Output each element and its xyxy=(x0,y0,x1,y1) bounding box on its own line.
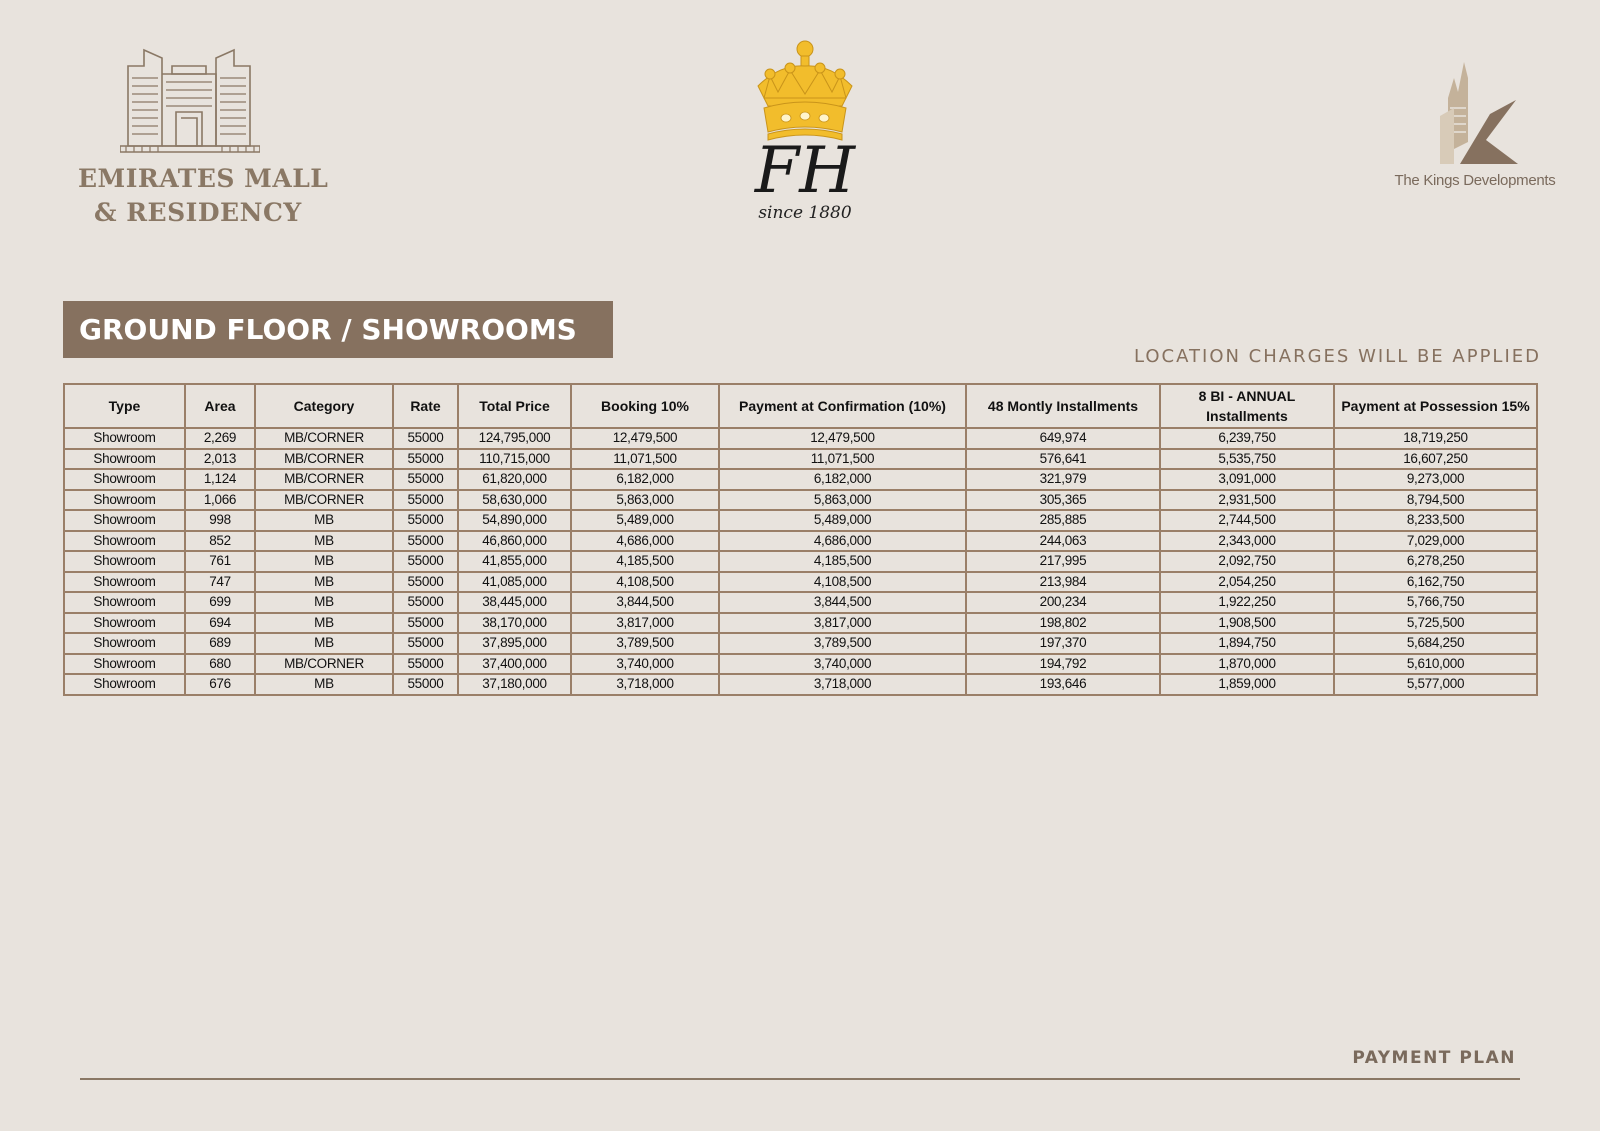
table-cell: 3,718,000 xyxy=(719,674,966,695)
building-icon xyxy=(120,46,260,154)
header-total-price: Total Price xyxy=(458,384,571,428)
table-cell: 5,766,750 xyxy=(1334,592,1537,613)
fh-monogram: FH xyxy=(754,134,856,208)
table-cell: 55000 xyxy=(393,674,458,695)
table-cell: 852 xyxy=(185,531,255,552)
table-cell: 1,124 xyxy=(185,469,255,490)
table-cell: 1,922,250 xyxy=(1160,592,1334,613)
table-cell: 193,646 xyxy=(966,674,1160,695)
header-rate: Rate xyxy=(393,384,458,428)
table-header xyxy=(64,384,1537,428)
fh-crown-logo xyxy=(730,36,880,226)
table-cell: 38,170,000 xyxy=(458,613,571,634)
table-cell: 38,445,000 xyxy=(458,592,571,613)
table-cell: 3,789,500 xyxy=(571,633,719,654)
table-row xyxy=(64,428,1537,449)
table-cell: 58,630,000 xyxy=(458,490,571,511)
table-cell: 41,855,000 xyxy=(458,551,571,572)
table-cell: 37,180,000 xyxy=(458,674,571,695)
table-cell: Showroom xyxy=(64,592,185,613)
header-possession: Payment at Possession 15% xyxy=(1334,384,1537,428)
table-cell: Showroom xyxy=(64,633,185,654)
table-cell: MB xyxy=(255,510,393,531)
table-body xyxy=(64,428,1537,695)
table-cell: 1,908,500 xyxy=(1160,613,1334,634)
table-cell: 998 xyxy=(185,510,255,531)
table-cell: 4,185,500 xyxy=(571,551,719,572)
table-cell: 16,607,250 xyxy=(1334,449,1537,470)
table-cell: 55000 xyxy=(393,449,458,470)
table-cell: MB xyxy=(255,674,393,695)
header-monthly: 48 Montly Installments xyxy=(966,384,1160,428)
table-cell: MB xyxy=(255,613,393,634)
table-cell: 1,859,000 xyxy=(1160,674,1334,695)
table-cell: Showroom xyxy=(64,674,185,695)
table-cell: 5,684,250 xyxy=(1334,633,1537,654)
table-cell: 194,792 xyxy=(966,654,1160,675)
table-cell: 689 xyxy=(185,633,255,654)
table-cell: 5,725,500 xyxy=(1334,613,1537,634)
table-cell: 55000 xyxy=(393,469,458,490)
table-cell: 11,071,500 xyxy=(571,449,719,470)
table-row xyxy=(64,674,1537,695)
table-cell: 676 xyxy=(185,674,255,695)
header-bi-annual: 8 BI - ANNUAL Installments xyxy=(1160,384,1334,428)
table-cell: Showroom xyxy=(64,469,185,490)
emirates-mall-logo xyxy=(78,46,329,236)
table-cell: 55000 xyxy=(393,510,458,531)
table-cell: 3,817,000 xyxy=(719,613,966,634)
table-cell: Showroom xyxy=(64,613,185,634)
table-cell: 55000 xyxy=(393,551,458,572)
table-cell: 54,890,000 xyxy=(458,510,571,531)
table-cell: 37,895,000 xyxy=(458,633,571,654)
table-cell: MB xyxy=(255,572,393,593)
table-cell: 3,740,000 xyxy=(719,654,966,675)
table-cell: 55000 xyxy=(393,633,458,654)
table-row xyxy=(64,613,1537,634)
kings-tagline: The Kings Developments xyxy=(1394,172,1556,189)
table-cell: 2,744,500 xyxy=(1160,510,1334,531)
table-cell: 198,802 xyxy=(966,613,1160,634)
table-cell: Showroom xyxy=(64,654,185,675)
table-cell: 55000 xyxy=(393,572,458,593)
table-cell: 747 xyxy=(185,572,255,593)
table-cell: 6,182,000 xyxy=(571,469,719,490)
table-row xyxy=(64,633,1537,654)
table-cell: 694 xyxy=(185,613,255,634)
table-cell: 3,817,000 xyxy=(571,613,719,634)
table-cell: 6,239,750 xyxy=(1160,428,1334,449)
table-cell: 55000 xyxy=(393,613,458,634)
table-cell: 6,182,000 xyxy=(719,469,966,490)
table-cell: 4,686,000 xyxy=(719,531,966,552)
table-cell: 5,489,000 xyxy=(571,510,719,531)
table-row xyxy=(64,449,1537,470)
table-cell: 2,013 xyxy=(185,449,255,470)
table-cell: 5,489,000 xyxy=(719,510,966,531)
table-cell: 5,535,750 xyxy=(1160,449,1334,470)
table-cell: 1,066 xyxy=(185,490,255,511)
location-charges-note: LOCATION CHARGES WILL BE APPLIED xyxy=(1133,346,1541,367)
table-row xyxy=(64,531,1537,552)
table-cell: MB xyxy=(255,592,393,613)
table-cell: 110,715,000 xyxy=(458,449,571,470)
table-cell: 12,479,500 xyxy=(571,428,719,449)
table-cell: 305,365 xyxy=(966,490,1160,511)
table-cell: 3,844,500 xyxy=(719,592,966,613)
table-cell: Showroom xyxy=(64,490,185,511)
table-cell: 6,278,250 xyxy=(1334,551,1537,572)
section-title: GROUND FLOOR / SHOWROOMS xyxy=(63,301,613,358)
table-cell: 61,820,000 xyxy=(458,469,571,490)
kings-k-icon xyxy=(1420,58,1530,166)
table-cell: MB/CORNER xyxy=(255,449,393,470)
table-cell: 213,984 xyxy=(966,572,1160,593)
table-cell: Showroom xyxy=(64,449,185,470)
since-text: since 1880 xyxy=(758,203,852,223)
table-cell: MB/CORNER xyxy=(255,428,393,449)
table-cell: 9,273,000 xyxy=(1334,469,1537,490)
table-cell: 4,108,500 xyxy=(719,572,966,593)
table-cell: 5,863,000 xyxy=(571,490,719,511)
table-cell: 699 xyxy=(185,592,255,613)
table-cell: 18,719,250 xyxy=(1334,428,1537,449)
table-cell: 37,400,000 xyxy=(458,654,571,675)
header-category: Category xyxy=(255,384,393,428)
table-cell: MB xyxy=(255,551,393,572)
table-cell: 41,085,000 xyxy=(458,572,571,593)
table-cell: 680 xyxy=(185,654,255,675)
table-row xyxy=(64,510,1537,531)
crown-icon xyxy=(750,36,860,144)
table-cell: 576,641 xyxy=(966,449,1160,470)
table-cell: MB/CORNER xyxy=(255,490,393,511)
table-cell: 3,844,500 xyxy=(571,592,719,613)
table-cell: Showroom xyxy=(64,551,185,572)
table-cell: 649,974 xyxy=(966,428,1160,449)
payment-plan-table xyxy=(63,383,1538,696)
table-cell: 124,795,000 xyxy=(458,428,571,449)
table-cell: 6,162,750 xyxy=(1334,572,1537,593)
table-cell: 55000 xyxy=(393,592,458,613)
table-cell: 217,995 xyxy=(966,551,1160,572)
table-cell: 8,233,500 xyxy=(1334,510,1537,531)
table-cell: 55000 xyxy=(393,654,458,675)
table-cell: 4,185,500 xyxy=(719,551,966,572)
brand-line-1: EMIRATES MALL xyxy=(78,164,329,193)
table-cell: 3,091,000 xyxy=(1160,469,1334,490)
table-cell: 321,979 xyxy=(966,469,1160,490)
table-cell: 3,789,500 xyxy=(719,633,966,654)
table-cell: MB/CORNER xyxy=(255,469,393,490)
table-row xyxy=(64,551,1537,572)
table-cell: 197,370 xyxy=(966,633,1160,654)
table-row xyxy=(64,654,1537,675)
table-cell: Showroom xyxy=(64,510,185,531)
table-cell: 55000 xyxy=(393,428,458,449)
table-cell: 2,343,000 xyxy=(1160,531,1334,552)
header-confirmation: Payment at Confirmation (10%) xyxy=(719,384,966,428)
table-cell: 5,577,000 xyxy=(1334,674,1537,695)
header-type: Type xyxy=(64,384,185,428)
table-cell: 46,860,000 xyxy=(458,531,571,552)
table-cell: 2,054,250 xyxy=(1160,572,1334,593)
table-cell: 3,718,000 xyxy=(571,674,719,695)
table-cell: 200,234 xyxy=(966,592,1160,613)
table-row xyxy=(64,490,1537,511)
table-cell: Showroom xyxy=(64,428,185,449)
footer-divider xyxy=(80,1078,1520,1080)
table-cell: 7,029,000 xyxy=(1334,531,1537,552)
table-cell: 5,863,000 xyxy=(719,490,966,511)
table-cell: 55000 xyxy=(393,490,458,511)
table-row xyxy=(64,469,1537,490)
table-cell: 3,740,000 xyxy=(571,654,719,675)
payment-plan-label: PAYMENT PLAN xyxy=(1352,1048,1516,1068)
table-cell: 1,894,750 xyxy=(1160,633,1334,654)
table-cell: Showroom xyxy=(64,531,185,552)
table-cell: 244,063 xyxy=(966,531,1160,552)
table-cell: 12,479,500 xyxy=(719,428,966,449)
kings-developments-logo xyxy=(1390,58,1560,208)
brand-line-2: & RESIDENCY xyxy=(94,198,302,227)
table-cell: 4,108,500 xyxy=(571,572,719,593)
table-cell: MB xyxy=(255,633,393,654)
table-cell: MB xyxy=(255,531,393,552)
table-cell: 2,269 xyxy=(185,428,255,449)
table-cell: 11,071,500 xyxy=(719,449,966,470)
header-booking: Booking 10% xyxy=(571,384,719,428)
table-cell: Showroom xyxy=(64,572,185,593)
table-cell: 761 xyxy=(185,551,255,572)
header-area: Area xyxy=(185,384,255,428)
table-cell: 8,794,500 xyxy=(1334,490,1537,511)
table-cell: 5,610,000 xyxy=(1334,654,1537,675)
table-cell: 2,092,750 xyxy=(1160,551,1334,572)
header-row xyxy=(64,384,1537,428)
table-row xyxy=(64,592,1537,613)
table-cell: MB/CORNER xyxy=(255,654,393,675)
table-cell: 4,686,000 xyxy=(571,531,719,552)
table-cell: 2,931,500 xyxy=(1160,490,1334,511)
table-cell: 1,870,000 xyxy=(1160,654,1334,675)
table-cell: 55000 xyxy=(393,531,458,552)
table-row xyxy=(64,572,1537,593)
table-cell: 285,885 xyxy=(966,510,1160,531)
